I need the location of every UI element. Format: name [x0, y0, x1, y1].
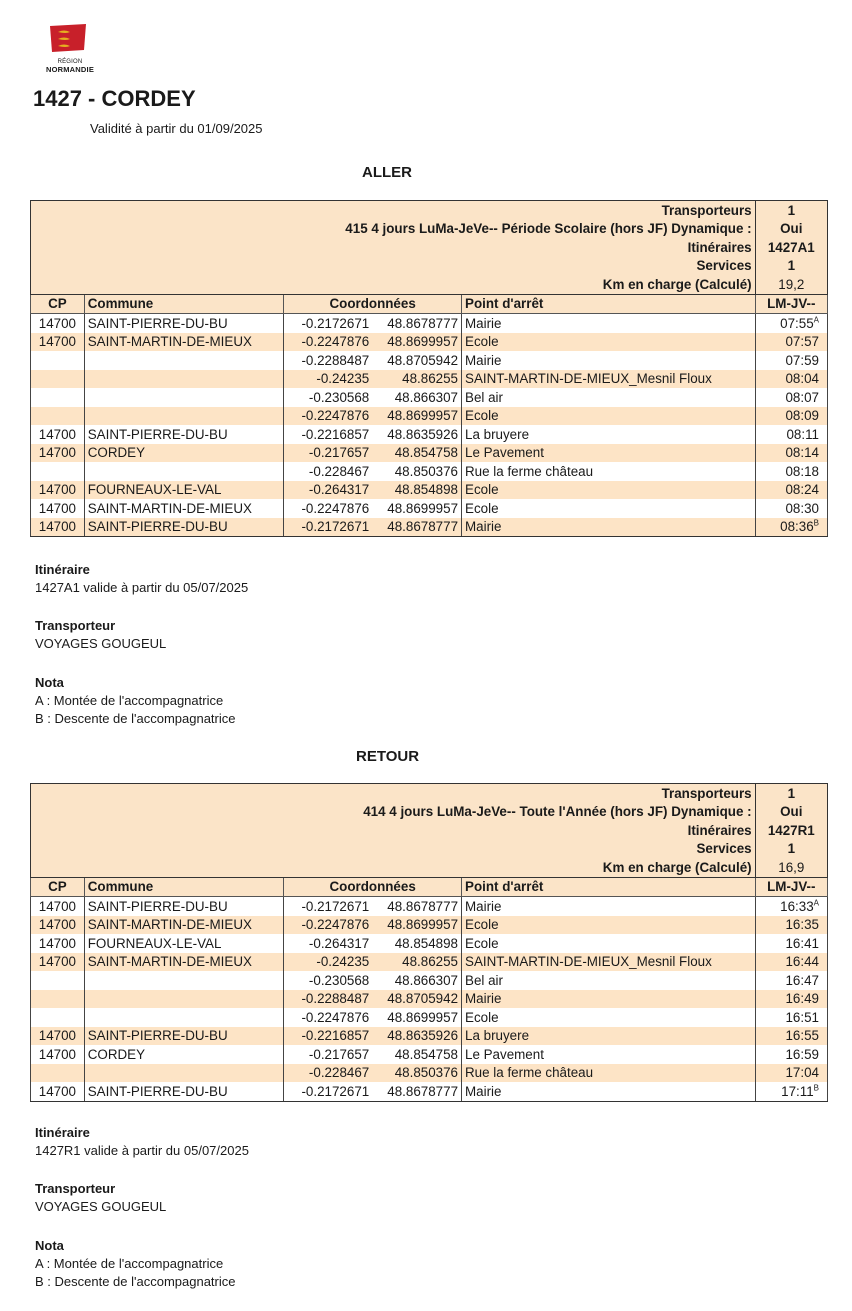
commune-cell: SAINT-PIERRE-DU-BU [84, 1082, 283, 1101]
column-header-point: Point d'arrêt [462, 294, 756, 314]
time-cell [755, 518, 827, 537]
cp-cell: 14700 [31, 444, 85, 463]
time-cell [755, 370, 827, 389]
latitude: 48.8705942 [387, 352, 459, 368]
time: 08:04 [785, 371, 819, 386]
aller-timetable [30, 200, 828, 537]
table-row [31, 462, 828, 481]
latitude: 48.854898 [394, 482, 459, 497]
commune-cell [84, 407, 283, 426]
coordinates-cell [284, 934, 462, 953]
latitude: 48.8678777 [387, 315, 459, 331]
table-row [31, 897, 828, 916]
time-cell [755, 314, 827, 333]
time: 17:11 [781, 1083, 814, 1099]
time: 08:36 [780, 519, 814, 534]
longitude: -0.2247876 [301, 917, 370, 932]
stop-name-cell: Ecole [462, 481, 756, 500]
table-row [31, 990, 828, 1009]
coordinates-cell [284, 499, 462, 518]
longitude: -0.24235 [316, 954, 370, 969]
time-cell [755, 462, 827, 481]
time-cell [755, 1045, 827, 1064]
time: 16:33 [780, 898, 814, 914]
region-logo [38, 22, 102, 73]
table-row [31, 1027, 828, 1046]
transporteur-text: VOYAGES GOUGEUL [35, 636, 167, 651]
cp-cell [31, 407, 85, 426]
cp-cell: 14700 [31, 518, 85, 537]
longitude: -0.2247876 [301, 1009, 370, 1025]
page-title: 1427 - CORDEY [33, 86, 196, 111]
transporteurs-value: 1 [755, 784, 827, 803]
time: 16:59 [785, 1046, 819, 1062]
aller-transporteur-block [35, 617, 166, 653]
cp-cell: 14700 [31, 425, 85, 444]
longitude: -0.217657 [308, 445, 370, 460]
cp-cell: 14700 [31, 934, 85, 953]
km-value: 16,9 [755, 858, 827, 877]
cp-cell [31, 971, 85, 990]
commune-cell: SAINT-MARTIN-DE-MIEUX [84, 499, 283, 518]
stop-name-cell: Le Pavement [462, 1045, 756, 1064]
commune-cell: SAINT-PIERRE-DU-BU [84, 314, 283, 333]
stop-name-cell: Rue la ferme château [462, 462, 756, 481]
time-cell [755, 1027, 827, 1046]
time-cell [755, 916, 827, 935]
column-header-point: Point d'arrêt [462, 877, 756, 897]
aller-rows [31, 314, 828, 537]
cp-cell [31, 990, 85, 1009]
table-row [31, 499, 828, 518]
transporteur-text: VOYAGES GOUGEUL [35, 1199, 167, 1214]
coordinates-cell [284, 481, 462, 500]
commune-cell [84, 990, 283, 1009]
retour-itineraire-block [35, 1124, 249, 1160]
column-header-coordonnees: Coordonnées [284, 877, 462, 897]
nota-label: Nota [35, 1238, 64, 1253]
itineraire-text: 1427R1 valide à partir du 05/07/2025 [35, 1143, 249, 1158]
cp-cell: 14700 [31, 1027, 85, 1046]
time-cell [755, 971, 827, 990]
latitude: 48.86255 [402, 954, 459, 969]
coordinates-cell [284, 1008, 462, 1027]
cp-cell [31, 351, 85, 370]
commune-cell [84, 1064, 283, 1083]
nota-a: A : Montée de l'accompagnatrice [35, 1256, 224, 1271]
services-label: Services [31, 257, 756, 276]
longitude: -0.230568 [308, 389, 370, 405]
commune-cell [84, 351, 283, 370]
time: 16:49 [785, 991, 819, 1006]
stop-name-cell: La bruyere [462, 1027, 756, 1046]
latitude: 48.8678777 [387, 1083, 459, 1099]
retour-transporteur-block [35, 1180, 166, 1216]
latitude: 48.850376 [394, 463, 459, 479]
time: 16:35 [785, 917, 819, 932]
longitude: -0.264317 [308, 482, 370, 497]
itineraire-label: Itinéraire [35, 562, 90, 577]
commune-cell: SAINT-PIERRE-DU-BU [84, 425, 283, 444]
latitude: 48.8635926 [387, 1028, 459, 1043]
table-row [31, 351, 828, 370]
stop-name-cell: La bruyere [462, 425, 756, 444]
table-row [31, 333, 828, 352]
table-row [31, 1045, 828, 1064]
commune-cell: SAINT-MARTIN-DE-MIEUX [84, 333, 283, 352]
cp-cell [31, 462, 85, 481]
time-cell [755, 425, 827, 444]
nota-b: B : Descente de l'accompagnatrice [35, 1274, 236, 1289]
nota-a: A : Montée de l'accompagnatrice [35, 693, 224, 708]
longitude: -0.24235 [316, 371, 370, 386]
longitude: -0.228467 [308, 1065, 370, 1080]
cp-cell [31, 370, 85, 389]
transporteur-label: Transporteur [35, 1181, 116, 1196]
latitude: 48.8678777 [387, 898, 459, 914]
retour-rows [31, 897, 828, 1102]
latitude: 48.866307 [394, 389, 459, 405]
time-cell [755, 481, 827, 500]
time: 07:55 [780, 315, 814, 331]
stop-name-cell: Mairie [462, 897, 756, 916]
time: 08:09 [785, 408, 819, 423]
time-cell [755, 444, 827, 463]
transporteurs-value: 1 [755, 201, 827, 220]
longitude: -0.228467 [308, 463, 370, 479]
coordinates-cell [284, 1064, 462, 1083]
coordinates-cell [284, 462, 462, 481]
table-row [31, 370, 828, 389]
normandy-flag-icon [46, 22, 90, 54]
itineraires-label: Itinéraires [31, 821, 756, 840]
longitude: -0.217657 [308, 1046, 370, 1062]
table-row [31, 934, 828, 953]
coordinates-cell [284, 444, 462, 463]
longitude: -0.2216857 [301, 426, 370, 442]
cp-cell: 14700 [31, 916, 85, 935]
logo-text: RÉGION NORMANDIE [45, 59, 95, 74]
periode-label: 414 4 jours LuMa-JeVe-- Toute l'Année (hors JF) Dynamique : [31, 803, 756, 822]
latitude: 48.850376 [394, 1065, 459, 1080]
note-marker: B [813, 1083, 819, 1093]
column-header-cp: CP [31, 294, 85, 314]
latitude: 48.854898 [394, 935, 459, 951]
longitude: -0.2216857 [301, 1028, 370, 1043]
table-row [31, 444, 828, 463]
commune-cell: SAINT-PIERRE-DU-BU [84, 1027, 283, 1046]
itineraire-label: Itinéraire [35, 1125, 90, 1140]
itineraire-text: 1427A1 valide à partir du 05/07/2025 [35, 580, 249, 595]
services-value: 1 [755, 257, 827, 276]
time-cell [755, 407, 827, 426]
latitude: 48.866307 [394, 972, 459, 988]
retour-title: RETOUR [356, 748, 420, 765]
validity-text: Validité à partir du 01/09/2025 [90, 121, 263, 136]
time-cell [755, 351, 827, 370]
stop-name-cell: Mairie [462, 314, 756, 333]
table-row [31, 518, 828, 537]
commune-cell [84, 971, 283, 990]
cp-cell [31, 1064, 85, 1083]
cp-cell: 14700 [31, 499, 85, 518]
time: 08:07 [785, 389, 819, 405]
time: 16:41 [785, 935, 819, 951]
km-value: 19,2 [755, 275, 827, 294]
time: 08:11 [786, 426, 819, 442]
commune-cell: FOURNEAUX-LE-VAL [84, 934, 283, 953]
latitude: 48.854758 [394, 1046, 459, 1062]
retour-header [31, 784, 828, 897]
nota-b: B : Descente de l'accompagnatrice [35, 711, 236, 726]
table-row [31, 1082, 828, 1101]
cp-cell: 14700 [31, 333, 85, 352]
commune-cell [84, 462, 283, 481]
stop-name-cell: Bel air [462, 388, 756, 407]
retour-timetable [30, 783, 828, 1102]
stop-name-cell: SAINT-MARTIN-DE-MIEUX_Mesnil Floux [462, 370, 756, 389]
latitude: 48.8699957 [387, 334, 459, 349]
coordinates-cell [284, 351, 462, 370]
commune-cell [84, 370, 283, 389]
time-cell [755, 934, 827, 953]
column-header-days: LM-JV-- [755, 294, 827, 314]
coordinates-cell [284, 333, 462, 352]
table-row [31, 425, 828, 444]
latitude: 48.8699957 [387, 1009, 459, 1025]
time: 08:30 [785, 500, 819, 516]
note-marker: B [813, 518, 819, 528]
longitude: -0.2247876 [301, 334, 370, 349]
cp-cell: 14700 [31, 1045, 85, 1064]
table-row [31, 481, 828, 500]
time: 16:55 [785, 1028, 819, 1043]
time: 08:18 [785, 463, 819, 479]
periode-value: Oui [755, 803, 827, 822]
latitude: 48.8678777 [387, 519, 459, 534]
cp-cell [31, 388, 85, 407]
time-cell [755, 897, 827, 916]
note-marker: A [813, 898, 819, 908]
table-row [31, 916, 828, 935]
transporteurs-label: Transporteurs [31, 784, 756, 803]
time: 08:24 [785, 482, 819, 497]
column-header-coordonnees: Coordonnées [284, 294, 462, 314]
coordinates-cell [284, 388, 462, 407]
aller-nota-block [35, 674, 235, 728]
coordinates-cell [284, 1045, 462, 1064]
time: 07:57 [785, 334, 819, 349]
time: 08:14 [785, 445, 819, 460]
column-header-commune: Commune [84, 294, 283, 314]
coordinates-cell [284, 425, 462, 444]
column-header-commune: Commune [84, 877, 283, 897]
time-cell [755, 1082, 827, 1101]
note-marker: A [813, 315, 819, 325]
periode-label: 415 4 jours LuMa-JeVe-- Période Scolaire (hors JF) Dynamique : [31, 220, 756, 239]
aller-header [31, 201, 828, 314]
coordinates-cell [284, 916, 462, 935]
cp-cell: 14700 [31, 481, 85, 500]
aller-title: ALLER [362, 164, 412, 181]
latitude: 48.8699957 [387, 408, 459, 423]
commune-cell: SAINT-MARTIN-DE-MIEUX [84, 953, 283, 972]
column-header-cp: CP [31, 877, 85, 897]
time-cell [755, 499, 827, 518]
longitude: -0.2288487 [301, 991, 370, 1006]
latitude: 48.854758 [394, 445, 459, 460]
latitude: 48.8699957 [387, 500, 459, 516]
table-row [31, 1008, 828, 1027]
stop-name-cell: Mairie [462, 518, 756, 537]
transporteurs-label: Transporteurs [31, 201, 756, 220]
longitude: -0.2288487 [301, 352, 370, 368]
transporteur-label: Transporteur [35, 618, 116, 633]
column-header-days: LM-JV-- [755, 877, 827, 897]
commune-cell [84, 1008, 283, 1027]
time-cell [755, 990, 827, 1009]
itineraires-label: Itinéraires [31, 238, 756, 257]
latitude: 48.8699957 [387, 917, 459, 932]
commune-cell: SAINT-MARTIN-DE-MIEUX [84, 916, 283, 935]
stop-name-cell: Rue la ferme château [462, 1064, 756, 1083]
latitude: 48.8635926 [387, 426, 459, 442]
commune-cell: CORDEY [84, 444, 283, 463]
time: 17:04 [785, 1065, 819, 1080]
longitude: -0.2247876 [301, 500, 370, 516]
coordinates-cell [284, 953, 462, 972]
coordinates-cell [284, 518, 462, 537]
commune-cell: SAINT-PIERRE-DU-BU [84, 518, 283, 537]
coordinates-cell [284, 1027, 462, 1046]
aller-itineraire-block [35, 561, 248, 597]
coordinates-cell [284, 971, 462, 990]
time-cell [755, 953, 827, 972]
itineraires-value: 1427R1 [755, 821, 827, 840]
coordinates-cell [284, 897, 462, 916]
retour-nota-block [35, 1237, 235, 1291]
time-cell [755, 333, 827, 352]
time: 07:59 [785, 352, 819, 368]
table-row [31, 1064, 828, 1083]
periode-value: Oui [755, 220, 827, 239]
stop-name-cell: Ecole [462, 333, 756, 352]
coordinates-cell [284, 407, 462, 426]
table-row [31, 314, 828, 333]
cp-cell: 14700 [31, 314, 85, 333]
longitude: -0.2172671 [301, 519, 370, 534]
coordinates-cell [284, 370, 462, 389]
cp-cell: 14700 [31, 1082, 85, 1101]
services-value: 1 [755, 840, 827, 859]
longitude: -0.2172671 [301, 315, 370, 331]
services-label: Services [31, 840, 756, 859]
coordinates-cell [284, 990, 462, 1009]
cp-cell [31, 1008, 85, 1027]
latitude: 48.86255 [402, 371, 459, 386]
coordinates-cell [284, 314, 462, 333]
commune-cell: FOURNEAUX-LE-VAL [84, 481, 283, 500]
table-row [31, 953, 828, 972]
cp-cell: 14700 [31, 953, 85, 972]
stop-name-cell: Ecole [462, 916, 756, 935]
time: 16:51 [785, 1009, 819, 1025]
cp-cell: 14700 [31, 897, 85, 916]
table-row [31, 971, 828, 990]
commune-cell: CORDEY [84, 1045, 283, 1064]
table-row [31, 407, 828, 426]
longitude: -0.2172671 [301, 898, 370, 914]
time-cell [755, 388, 827, 407]
longitude: -0.2172671 [301, 1083, 370, 1099]
stop-name-cell: Mairie [462, 351, 756, 370]
time: 16:47 [785, 972, 819, 988]
nota-label: Nota [35, 675, 64, 690]
longitude: -0.264317 [308, 935, 370, 951]
coordinates-cell [284, 1082, 462, 1101]
table-row [31, 388, 828, 407]
stop-name-cell: Le Pavement [462, 444, 756, 463]
longitude: -0.230568 [308, 972, 370, 988]
stop-name-cell: Ecole [462, 499, 756, 518]
longitude: -0.2247876 [301, 408, 370, 423]
stop-name-cell: Ecole [462, 407, 756, 426]
stop-name-cell: Mairie [462, 990, 756, 1009]
stop-name-cell: Bel air [462, 971, 756, 990]
stop-name-cell: Mairie [462, 1082, 756, 1101]
itineraires-value: 1427A1 [755, 238, 827, 257]
time-cell [755, 1064, 827, 1083]
latitude: 48.8705942 [387, 991, 459, 1006]
commune-cell [84, 388, 283, 407]
commune-cell: SAINT-PIERRE-DU-BU [84, 897, 283, 916]
km-label: Km en charge (Calculé) [31, 275, 756, 294]
stop-name-cell: Ecole [462, 1008, 756, 1027]
time: 16:44 [785, 954, 819, 969]
stop-name-cell: Ecole [462, 934, 756, 953]
time-cell [755, 1008, 827, 1027]
stop-name-cell: SAINT-MARTIN-DE-MIEUX_Mesnil Floux [462, 953, 756, 972]
km-label: Km en charge (Calculé) [31, 858, 756, 877]
